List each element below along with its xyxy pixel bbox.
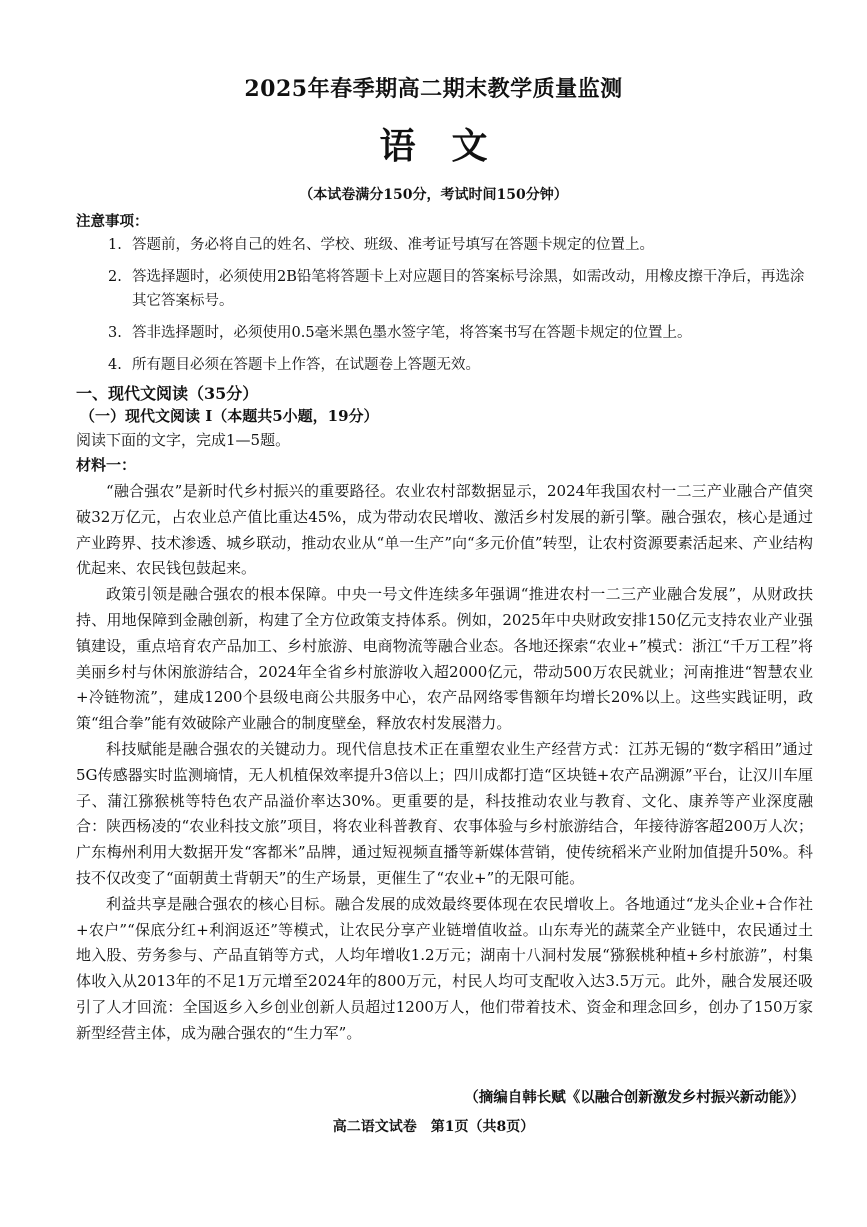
paragraph: 利益共享是融合强农的核心目标。融合发展的成效最终要体现在农民增收上。各地通过“龙头企业+合作社+农户”“保底分红+利润返还”等模式，让农民分享产业链增值收益。山东寿光的蔬菜全产业链中，农民通过土地入股、劳务参与、产品直销等方式，人均年增收1.2万元；湖南十八洞村发展“猕猴桃种植+乡村旅游”，村集体收入从2013年的不足1万元增至2024年的800万元，村民人均可支配收入达3.5万元。此外，融合发展还吸引了人才回流：全国返乡入乡创业创新人员超过1200万人，他们带着技术、资金和理念回乡，创办了150万家新型经营主体，成为融合强农的“生力军”。: [76, 894, 813, 1042]
notice-item: [108, 233, 818, 257]
notice-item: [108, 353, 818, 377]
notice-heading: 注意事项：: [76, 213, 149, 230]
notice-item-text: 所有题目必须在答题卡上作答，在试题卷上答题无效。: [132, 357, 480, 373]
reading-instruction: 阅读下面的文字，完成1—5题。: [76, 431, 291, 449]
paragraph: 科技赋能是融合强农的关键动力。现代信息技术正在重塑农业生产经营方式：江苏无锡的“数字稻田”通过5G传感器实时监测墒情，无人机植保效率提升3倍以上；四川成都打造“区块链+农产品溯源”平台，让汉川车厘子、蒲江猕猴桃等特色农产品溢价率达30%。更重要的是，科技推动农业与教育、文化、康养等产业深度融合：陕西杨凌的“农业科技文旅”项目，将农业科普教育、农事体验与乡村旅游结合，年接待游客超200万人次；广东梅州利用大数据开发“客都米”品牌，通过短视频直播等新媒体营销，使传统稻米产业附加值提升50%。科技不仅改变了“面朝黄土背朝天”的生产场景，更催生了“农业+”的无限可能。: [76, 739, 813, 887]
notice-item-text: 答非选择题时，必须使用0.5毫米黑色墨水签字笔，将答案书写在答题卡规定的位置上。: [132, 325, 692, 341]
notice-item: [108, 265, 818, 313]
notice-item-number: 4.: [108, 357, 122, 373]
material-label: 材料一：: [76, 456, 137, 474]
source-citation: （摘编自韩长赋《以融合创新激发乡村振兴新动能》）: [464, 1089, 805, 1106]
section-heading: 一、现代文阅读（35分）: [76, 384, 259, 403]
notice-item: [108, 321, 818, 345]
notice-item-number: 1.: [108, 237, 122, 253]
sub-section-heading: （一）现代文阅读 I（本题共5小题，19分）: [80, 407, 379, 425]
exam-info: （本试卷满分150分，考试时间150分钟）: [299, 187, 568, 203]
notice-item-text: 答选择题时，必须使用2B铅笔将答题卡上对应题目的答案标号涂黑，如需改动，用橡皮擦干净后，再选涂其它答案标号。: [132, 269, 805, 309]
exam-title: 2025年春季期高二期末教学质量监测: [244, 76, 623, 102]
subject-title: 语文: [379, 125, 524, 167]
paragraph: “融合强农”是新时代乡村振兴的重要路径。农业农村部数据显示，2024年我国农村一二三产业融合产值突破32万亿元，占农业总产值比重达45%，成为带动农民增收、激活乡村发展的新引擎。融合强农，核心是通过产业跨界、技术渗透、城乡联动，推动农业从“单一生产”向“多元价值”转型，让农村资源要素活起来、产业结构优起来、农民钱包鼓起来。: [76, 482, 813, 578]
notice-item-number: 3.: [108, 325, 122, 341]
page-footer: 高二语文试卷 第1页（共8页）: [332, 1119, 535, 1135]
notice-list: [108, 233, 818, 385]
notice-item-number: 2.: [108, 269, 122, 285]
material-body: [76, 479, 813, 1047]
paragraph: 政策引领是融合强农的根本保障。中央一号文件连续多年强调“推进农村一二三产业融合发展”，从财政扶持、用地保障到金融创新，构建了全方位政策支持体系。例如，2025年中央财政安排150亿元支持农业产业强镇建设，重点培育农产品加工、乡村旅游、电商物流等融合业态。各地还探索“农业+”模式：浙江“千万工程”将美丽乡村与休闲旅游结合，2024年全省乡村旅游收入超2000亿元，带动500万农民就业；河南推进“智慧农业+冷链物流”，建成1200个县级电商公共服务中心，农产品网络零售额年均增长20%以上。这些实践证明，政策“组合拳”能有效破除产业融合的制度壁垒，释放农村发展潜力。: [76, 585, 813, 733]
notice-item-text: 答题前，务必将自己的姓名、学校、班级、准考证号填写在答题卡规定的位置上。: [132, 237, 654, 253]
